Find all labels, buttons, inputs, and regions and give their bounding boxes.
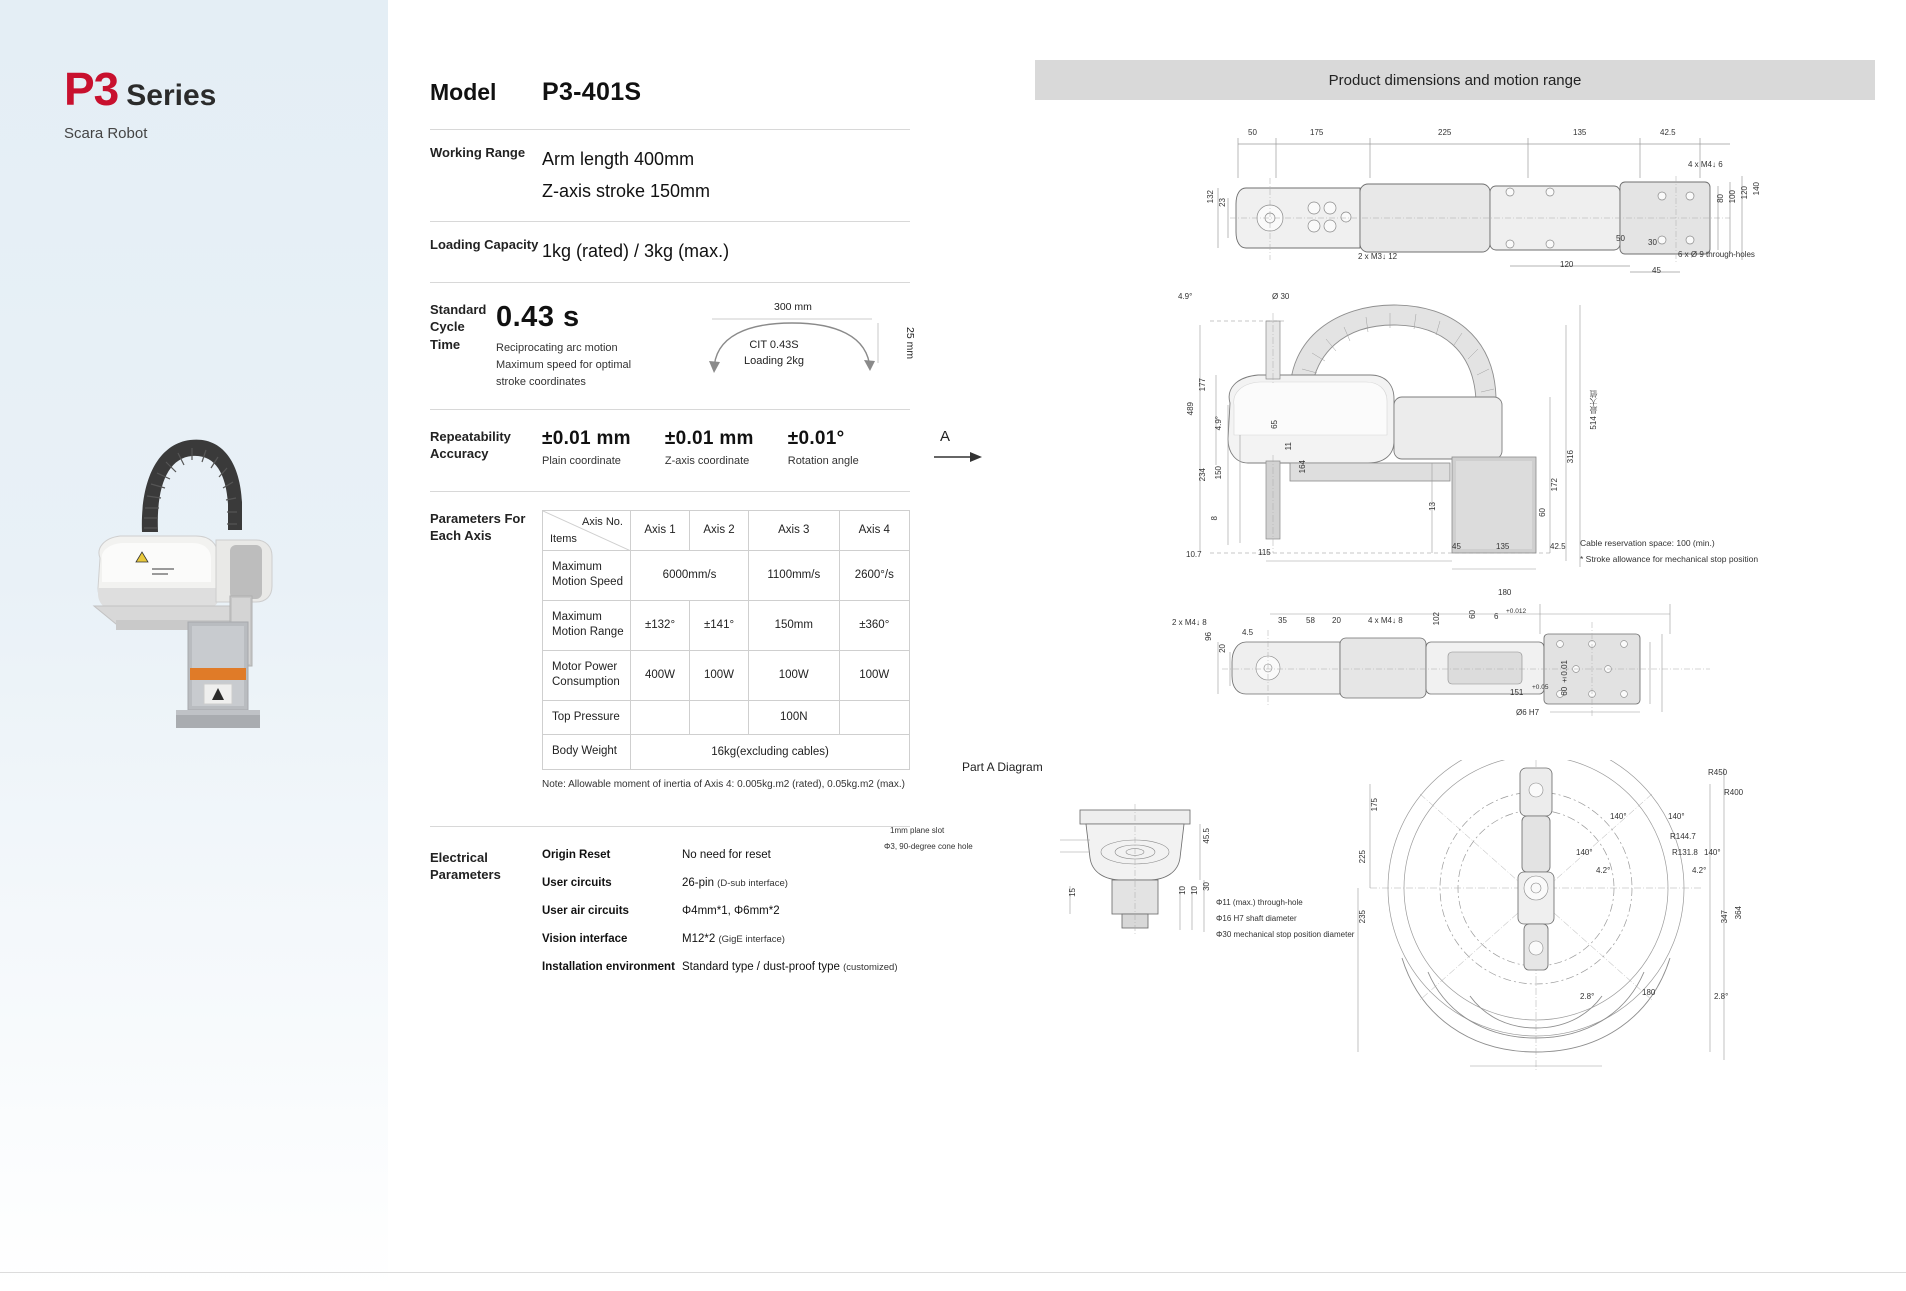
axis-parameters-label: Parameters For Each Axis: [430, 510, 526, 544]
dim-side-489: 489: [1186, 402, 1195, 416]
spec-electrical: [430, 827, 910, 1003]
left-panel: [0, 0, 388, 1291]
dim-plan-2xm4: 2 x M4↓ 8: [1172, 618, 1207, 627]
electrical-label: [430, 849, 542, 989]
footer-divider: [0, 1272, 1906, 1273]
electrical-label-text: Electrical Parameters: [430, 849, 501, 883]
electrical-value-note: (GigE interface): [718, 933, 785, 945]
row-label-top-pressure: Top Pressure: [543, 700, 631, 735]
dim-motion-42a: 4.2°: [1596, 866, 1611, 875]
electrical-row: [542, 961, 910, 973]
dim-plan-4xm4: 4 x M4↓ 8: [1368, 616, 1403, 625]
dim-motion-347: 347: [1720, 910, 1729, 924]
cycle-diagram-load: Loading 2kg: [744, 355, 804, 367]
cycle-diagram-cit: CIT 0.43S: [749, 338, 799, 351]
dim-top-23: 23: [1218, 198, 1227, 207]
dim-plan-60: 60: [1468, 610, 1477, 619]
dim-side-135: 135: [1496, 542, 1510, 551]
dim-side-angle2: 4.9°: [1214, 416, 1223, 431]
dim-side-65: 65: [1270, 420, 1279, 429]
dim-top-50: 50: [1248, 128, 1257, 137]
dim-motion-225: 225: [1358, 850, 1367, 864]
electrical-row: [542, 905, 910, 917]
dim-top-45: 45: [1652, 266, 1661, 275]
dim-plan-96: 96: [1204, 632, 1213, 641]
dim-partA-455: 45.5: [1202, 828, 1211, 844]
spec-working-range: [430, 130, 910, 221]
table-row: [543, 735, 910, 770]
electrical-value-text: 26-pin: [682, 876, 718, 889]
dim-top-100: 100: [1728, 190, 1737, 204]
axis-table-note: Note: Allowable moment of inertia of Axis 4: 0.005kg.m2 (rated), 0.05kg.m2 (max.): [542, 778, 905, 790]
dim-top-225: 225: [1438, 128, 1452, 137]
dim-side-45: 45: [1452, 542, 1461, 551]
note-cone-hole: Φ3, 90-degree cone hole: [884, 842, 973, 851]
electrical-value-note: (D-sub interface): [717, 877, 788, 889]
dim-side-514: 514 最大值: [1589, 390, 1598, 430]
dim-side-425: 42.5: [1550, 542, 1566, 551]
dim-plan-d6h7: Ø6 H7: [1516, 708, 1540, 717]
dim-side-234: 234: [1198, 468, 1207, 482]
cycle-note-2: Maximum speed for optimal: [496, 358, 632, 371]
electrical-value-vision-interface: [682, 933, 785, 945]
dim-motion-235: 235: [1358, 910, 1367, 924]
cell-pressure-axis3: 100N: [749, 700, 840, 735]
electrical-value-origin-reset: [682, 849, 771, 861]
cell-range-axis2: ±141°: [690, 600, 749, 650]
repeatability-item-z: [665, 428, 754, 467]
electrical-key-air-circuits: User air circuits: [542, 904, 629, 917]
cycle-diagram: [700, 300, 916, 385]
electrical-value-install-env: [682, 961, 897, 973]
dim-motion-140b: 140°: [1668, 812, 1685, 821]
cycle-diagram-inner-text: [744, 337, 804, 370]
table-corner-cell: [543, 510, 631, 550]
cell-power-axis2: 100W: [690, 650, 749, 700]
brand-subtitle: Scara Robot: [64, 125, 148, 142]
table-row: [543, 550, 910, 600]
repeatability-rotation-value: ±0.01°: [787, 427, 845, 449]
dim-top-120b: 120: [1560, 260, 1574, 269]
note-top-4xm4: 4 x M4↓ 6: [1688, 160, 1723, 169]
repeatability-z-value: ±0.01 mm: [664, 427, 754, 449]
dim-partA-10a: 10: [1178, 886, 1187, 895]
row-label-body-weight: Body Weight: [543, 735, 631, 770]
dim-motion-140c: 140°: [1576, 848, 1593, 857]
dim-top-132: 132: [1206, 190, 1215, 204]
row-label-motor-power: Motor Power Consumption: [543, 650, 631, 700]
note-mech-stop-diameter: Φ30 mechanical stop position diameter: [1216, 930, 1355, 939]
dim-side-13: 13: [1428, 502, 1437, 511]
table-row: [543, 600, 910, 650]
dim-side-316: 316: [1566, 450, 1575, 464]
dim-plan-45: 4.5: [1242, 628, 1254, 637]
dim-plan-20: 20: [1332, 616, 1341, 625]
cell-body-weight: 16kg(excluding cables): [631, 735, 910, 770]
dim-motion-140a: 140°: [1610, 812, 1627, 821]
cell-max-speed-axis12: 6000mm/s: [631, 550, 749, 600]
robot-product-photo: [80, 410, 310, 750]
model-row: [430, 0, 910, 129]
dim-top-80: 80: [1716, 194, 1725, 203]
electrical-key-vision-interface: Vision interface: [542, 932, 628, 945]
cell-range-axis4: ±360°: [839, 600, 909, 650]
repeatability-plain-value: ±0.01 mm: [542, 427, 631, 449]
part-a-diagram-label: Part A Diagram: [962, 760, 1043, 774]
loading-capacity-value: 1kg (rated) / 3kg (max.): [542, 241, 730, 261]
dim-motion-r1318: R131.8: [1672, 848, 1698, 857]
specification-column: [430, 0, 916, 1003]
electrical-row: [542, 877, 910, 889]
note-shaft-diameter: Φ16 H7 shaft diameter: [1216, 914, 1297, 923]
cell-pressure-axis4: [839, 700, 909, 735]
dim-side-164: 164: [1298, 460, 1307, 474]
spec-repeatability: [430, 410, 910, 491]
electrical-value-text: Φ4mm*1, Φ6mm*2: [682, 904, 780, 917]
dim-top-50b: 50: [1616, 234, 1625, 243]
dim-plan-6: 6: [1494, 612, 1499, 621]
section-marker-a: A: [940, 428, 951, 445]
dim-side-60: 60: [1538, 508, 1547, 517]
dim-plan-58: 58: [1306, 616, 1315, 625]
brand-block: [64, 62, 216, 142]
drawings-header: Product dimensions and motion range: [1035, 60, 1875, 100]
cell-power-axis4: 100W: [839, 650, 909, 700]
spec-loading-capacity: [430, 222, 910, 282]
electrical-value-air-circuits: [682, 905, 780, 917]
dim-partA-15: 15: [1068, 888, 1077, 897]
dim-motion-28a: 2.8°: [1580, 992, 1595, 1001]
dim-partA-30: 30: [1202, 882, 1211, 891]
dim-top-30: 30: [1648, 238, 1657, 247]
cell-power-axis3: 100W: [749, 650, 840, 700]
column-axis-4: Axis 4: [839, 510, 909, 550]
dim-plan-60-tol: 60 ±0.01: [1560, 660, 1569, 696]
dim-side-8: 8: [1210, 516, 1219, 521]
working-range-label: Working Range: [430, 145, 526, 160]
cycle-time-value: 0.43 s: [496, 300, 580, 333]
cycle-diagram-top-dim: 300 mm: [774, 300, 812, 313]
cycle-diagram-side-dim: 25 mm: [904, 326, 916, 359]
spec-axis-parameters: [430, 492, 910, 804]
dim-motion-r1447: R144.7: [1670, 832, 1696, 841]
electrical-value-text: Standard type / dust-proof type: [682, 960, 844, 973]
model-value: P3-401S: [542, 78, 642, 106]
dim-motion-28b: 2.8°: [1714, 992, 1729, 1001]
electrical-value-text: M12*2: [682, 932, 719, 945]
electrical-value-note: (customized): [843, 961, 898, 973]
cell-max-speed-axis4: 2600°/s: [839, 550, 909, 600]
note-through-hole-11: Φ11 (max.) through-hole: [1216, 898, 1303, 907]
repeatability-item-rotation: [788, 428, 859, 467]
column-axis-3: Axis 3: [749, 510, 840, 550]
dim-side-150: 150: [1214, 466, 1223, 480]
dim-side-172: 172: [1550, 478, 1559, 492]
cell-max-speed-axis3: 1100mm/s: [749, 550, 840, 600]
spec-cycle-time: [430, 283, 916, 409]
table-row: [543, 700, 910, 735]
column-axis-1: Axis 1: [631, 510, 690, 550]
dim-plan-151-tol: +0.05: [1532, 684, 1549, 691]
repeatability-label: Repeatability Accuracy: [430, 428, 511, 462]
items-label: Items: [550, 532, 577, 545]
dim-motion-r400: R400: [1724, 788, 1744, 797]
dim-top-120: 120: [1740, 186, 1749, 200]
repeatability-item-plain: [542, 428, 631, 467]
working-range-line-1: Arm length 400mm: [542, 149, 695, 169]
repeatability-plain-sub: Plain coordinate: [542, 454, 621, 467]
cycle-note-1: Reciprocating arc motion: [496, 341, 618, 354]
working-range-line-2: Z-axis stroke 150mm: [542, 180, 711, 201]
electrical-row: [542, 849, 910, 861]
note-top-2xm3: 2 x M3↓ 12: [1358, 252, 1398, 261]
dim-motion-180: 180: [1642, 988, 1656, 997]
electrical-row: [542, 933, 910, 945]
dim-motion-175: 175: [1370, 798, 1379, 812]
cell-pressure-axis2: [690, 700, 749, 735]
cell-range-axis3: 150mm: [749, 600, 840, 650]
axis-no-label: Axis No.: [582, 515, 623, 528]
electrical-key-user-circuits: User circuits: [542, 876, 612, 889]
cycle-time-label: Standard Cycle Time: [430, 301, 487, 352]
electrical-value-text: No need for reset: [682, 848, 771, 861]
dim-plan-35: 35: [1278, 616, 1287, 625]
dim-motion-42b: 4.2°: [1692, 866, 1707, 875]
dim-top-140: 140: [1752, 182, 1761, 196]
electrical-value-user-circuits: [682, 877, 788, 889]
repeatability-z-sub: Z-axis coordinate: [664, 454, 750, 467]
dim-motion-r450: R450: [1708, 768, 1728, 777]
dim-side-107: 10.7: [1186, 550, 1202, 559]
note-1mm-plane-slot: 1mm plane slot: [890, 826, 945, 835]
dim-side-dia30: Ø 30: [1272, 292, 1290, 301]
brand-series-word: Series: [126, 79, 217, 112]
table-header-row: [543, 510, 910, 550]
row-label-max-speed: Maximum Motion Speed: [543, 550, 631, 600]
brand-series-code: P3: [64, 63, 119, 115]
dim-side-177: 177: [1198, 378, 1207, 392]
dim-side-115: 115: [1258, 548, 1271, 557]
dim-plan-tol: +0.012: [1506, 608, 1527, 615]
column-axis-2: Axis 2: [690, 510, 749, 550]
note-stroke-allowance: * Stroke allowance for mechanical stop position: [1580, 554, 1759, 564]
dim-top-135: 135: [1573, 128, 1587, 137]
dim-side-11: 11: [1284, 442, 1293, 451]
dim-motion-140d: 140°: [1704, 848, 1721, 857]
dim-top-425: 42.5: [1660, 128, 1676, 137]
repeatability-rotation-sub: Rotation angle: [787, 454, 859, 467]
dim-plan-151: 151: [1510, 688, 1524, 697]
row-label-max-range: Maximum Motion Range: [543, 600, 631, 650]
note-top-through-holes: 6 x Ø 9 through-holes: [1678, 250, 1755, 259]
dim-plan-20b: 20: [1218, 644, 1227, 653]
dim-plan-102: 102: [1432, 612, 1441, 626]
cycle-note-3: stroke coordinates: [496, 375, 586, 388]
electrical-key-origin-reset: Origin Reset: [542, 848, 611, 861]
model-label: Model: [430, 79, 497, 105]
cell-power-axis1: 400W: [631, 650, 690, 700]
dim-motion-364: 364: [1734, 906, 1743, 920]
dim-plan-180: 180: [1498, 588, 1512, 597]
table-row: [543, 650, 910, 700]
loading-capacity-label: Loading Capacity: [430, 237, 539, 252]
dim-partA-10b: 10: [1190, 886, 1199, 895]
cell-pressure-axis1: [631, 700, 690, 735]
axis-parameter-table: [542, 510, 910, 770]
cell-range-axis1: ±132°: [631, 600, 690, 650]
dim-top-175: 175: [1310, 128, 1324, 137]
dim-side-angle1: 4.9°: [1178, 292, 1193, 301]
electrical-key-install-env: Installation environment: [542, 960, 675, 973]
note-cable-reservation: Cable reservation space: 100 (min.): [1580, 538, 1715, 548]
